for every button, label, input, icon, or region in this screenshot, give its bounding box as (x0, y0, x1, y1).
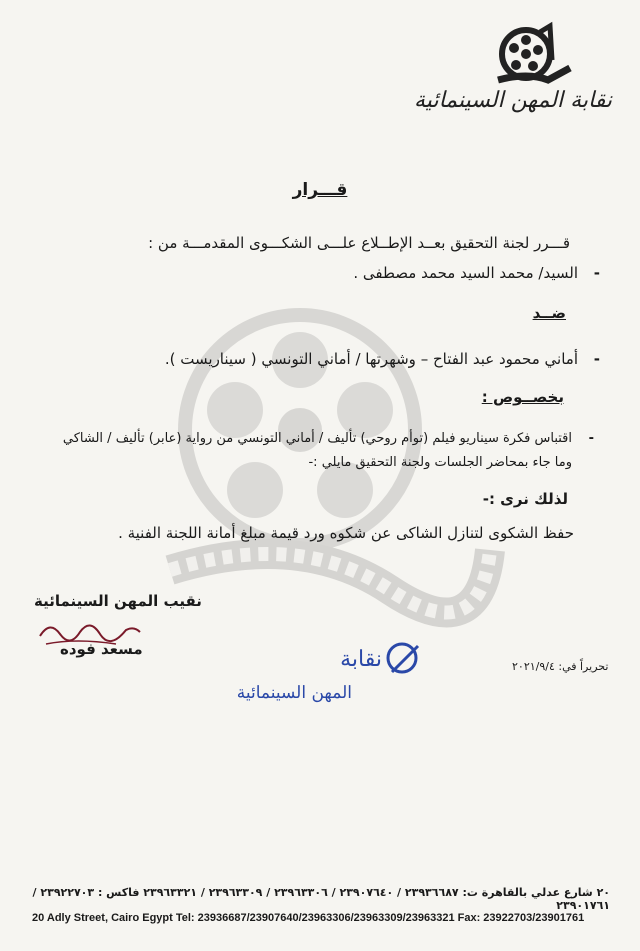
signatory-name: مسعد فوده (60, 640, 143, 658)
footer-english-address: 20 Adly Street, Cairo Egypt Tel: 23936687/23907640/23963306/23963309/23963321 Fax: 23922703/23901761 (32, 912, 585, 924)
svg-text:المهن السينمائية: المهن السينمائية (236, 683, 352, 703)
respondent-line: - أماني محمود عبد الفتاح – وشهرتها / أماني التونسي ( سيناريست ). (165, 348, 578, 370)
against-label: ضــد (532, 304, 566, 322)
subject-line-2: وما جاء بمحاضر الجلسات ولجنة التحقيق مايلي :- (308, 455, 572, 470)
film-reel-logo-icon (488, 20, 578, 95)
regarding-label: بخصــوص : (481, 388, 564, 406)
complainant-line: - السيد/ محمد السيد محمد مصطفى . (353, 262, 578, 284)
decision-label: لذلك نرى :- (482, 490, 568, 508)
subject-line-1: - اقتباس فكرة سيناريو فيلم (توأم روحي) تأليف / أماني التونسي من رواية (عابر) تأليف / الشاكي (63, 428, 572, 450)
page-title: قـــرار (292, 180, 348, 200)
org-name-logo: نقابة المهن السينمائية (414, 88, 612, 113)
decision-text: حفظ الشكوى لتنازل الشاكى عن شكوه ورد قيمة مبلغ أمانة اللجنة الفنية . (118, 524, 574, 542)
issue-date: تحريراً في: ٢٠٢١/٩/٤ (512, 660, 609, 673)
signature-title: نقيب المهن السينمائية (34, 592, 202, 610)
svg-text:نقابة: نقابة (340, 647, 382, 672)
footer-arabic-address: ٢٠ شارع عدلي بالقاهرة ت: ٢٣٩٣٦٦٨٧ / ٢٣٩٠٧٦٤٠ / ٢٣٩٦٣٣٠٦ / ٢٣٩٦٣٣٠٩ / ٢٣٩٦٣٣٢١ فاكس : ٢٣٩٢٢٧٠٣ / ٢٣٩٠١٧٦١ (32, 886, 610, 912)
official-stamp (232, 632, 422, 712)
intro-text: قـــرر لجنة التحقيق بعــد الإطــلاع علـــى الشكـــوى المقدمـــة من : (148, 234, 570, 252)
